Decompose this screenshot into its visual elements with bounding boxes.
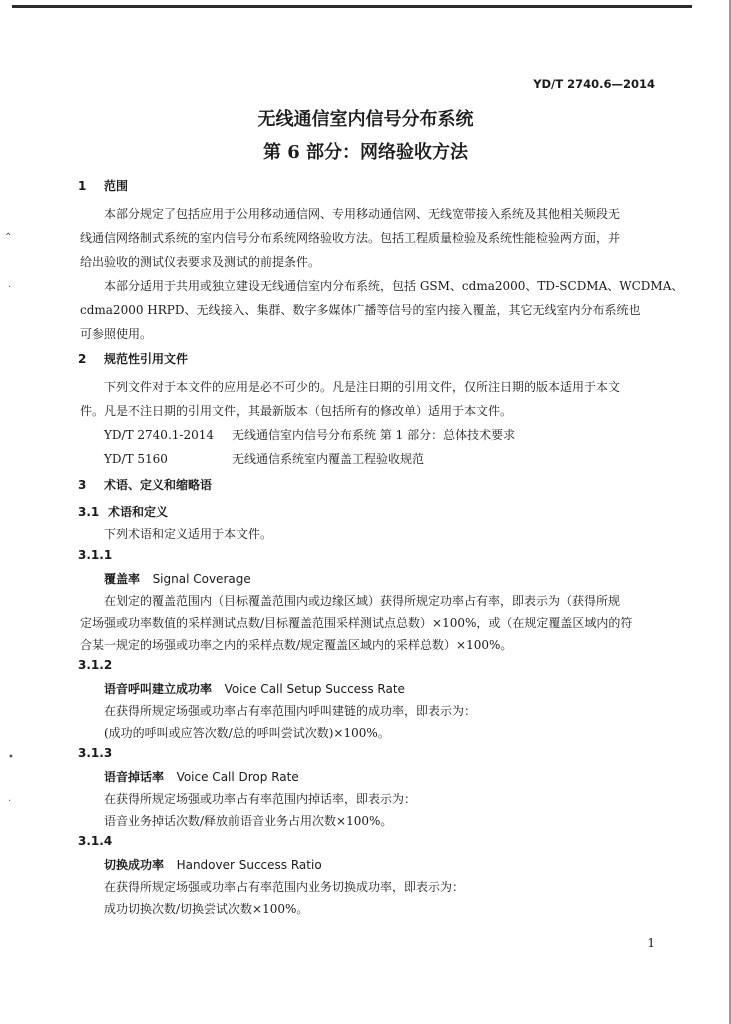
definition-line: 在获得所规定场强或功率占有率范围内掉话率，即表示为： bbox=[104, 792, 417, 806]
paragraph-line: 下列术语和定义适用于本文件。 bbox=[104, 527, 273, 541]
term-heading bbox=[104, 856, 322, 873]
definition-line: 在划定的覆盖范围内（目标覆盖范围内或边缘区域）获得所规定功率占有率，即表示为（获得所规 bbox=[104, 594, 621, 608]
standard-code: YD/T 2740.6—2014 bbox=[533, 77, 655, 91]
term-en: Signal Coverage bbox=[152, 572, 251, 586]
section-number: 3 bbox=[78, 478, 87, 492]
term-number: 3.1.2 bbox=[78, 658, 113, 672]
paragraph-line: 下列文件对于本文件的应用是必不可少的。凡是注日期的引用文件，仅所注日期的版本适用于本文 bbox=[104, 380, 621, 394]
subsection-title: 术语和定义 bbox=[108, 505, 169, 519]
section-title: 术语、定义和缩略语 bbox=[104, 478, 213, 492]
term-heading bbox=[104, 768, 299, 785]
reference-title: 无线通信系统室内覆盖工程验收规范 bbox=[232, 452, 425, 466]
page-number: 1 bbox=[647, 936, 655, 950]
paragraph-line: 件。凡是不注日期的引用文件，其最新版本（包括所有的修改单）适用于本文件。 bbox=[80, 404, 513, 418]
scan-speck-mark: · bbox=[8, 796, 12, 807]
definition-line: 成功切换次数/切换尝试次数×100%。 bbox=[104, 902, 309, 916]
term-en: Voice Call Setup Success Rate bbox=[224, 682, 405, 696]
subsection-3-1-heading bbox=[78, 503, 168, 520]
definition-line: (成功的呼叫或应答次数/总的呼叫尝试次数)×100%。 bbox=[104, 726, 390, 740]
definition-line: 在获得所规定场强或功率占有率范围内呼叫建链的成功率，即表示为： bbox=[104, 704, 477, 718]
section-2-heading bbox=[78, 350, 188, 367]
paragraph-line: 给出验收的测试仪表要求及测试的前提条件。 bbox=[80, 255, 321, 269]
paragraph-line: 本部分适用于共用或独立建设无线通信室内分布系统，包括 GSM、cdma2000、TD-SCDMA、WCDMA、 bbox=[104, 279, 684, 293]
section-1-heading bbox=[78, 177, 128, 194]
term-cn: 切换成功率 bbox=[104, 858, 165, 872]
term-cn: 语音呼叫建立成功率 bbox=[104, 682, 213, 696]
section-title: 范围 bbox=[104, 179, 129, 193]
scan-top-rule bbox=[12, 5, 692, 8]
term-en: Voice Call Drop Rate bbox=[176, 770, 299, 784]
definition-line: 定场强或功率数值的采样测试点数/目标覆盖范围采样测试点总数）×100%，或（在规定覆盖区域内的符 bbox=[80, 616, 633, 630]
section-title: 规范性引用文件 bbox=[104, 352, 189, 366]
scan-speck-mark: ⌃ bbox=[4, 232, 13, 243]
term-number: 3.1.3 bbox=[78, 746, 113, 760]
term-en: Handover Success Ratio bbox=[176, 858, 322, 872]
paragraph-line: 线通信网络制式系统的室内信号分布系统网络验收方法。包括工程质量检验及系统性能检验两方面，并 bbox=[80, 231, 621, 245]
document-title-line-1: 无线通信室内信号分布系统 bbox=[257, 109, 474, 130]
term-number: 3.1.4 bbox=[78, 834, 113, 848]
section-number: 1 bbox=[78, 179, 87, 193]
paragraph-line: cdma2000 HRPD、无线接入、集群、数字多媒体广播等信号的室内接入覆盖，其它无线室内分布系统也 bbox=[80, 303, 641, 317]
section-3-heading bbox=[78, 476, 212, 493]
term-heading bbox=[104, 570, 251, 587]
term-heading bbox=[104, 680, 405, 697]
scan-speck-mark: · bbox=[8, 282, 12, 293]
subsection-number: 3.1 bbox=[78, 505, 100, 519]
reference-code: YD/T 2740.1-2014 bbox=[104, 428, 214, 442]
definition-line: 合某一规定的场强或功率之内的采样点数/规定覆盖区域内的采样总数）×100%。 bbox=[80, 638, 513, 652]
scan-speck-mark: • bbox=[8, 752, 14, 763]
term-cn: 语音掉话率 bbox=[104, 770, 165, 784]
reference-title: 无线通信室内信号分布系统 第 1 部分：总体技术要求 bbox=[232, 428, 516, 442]
reference-entry bbox=[104, 426, 515, 443]
definition-line: 语音业务掉话次数/释放前语音业务占用次数×100%。 bbox=[104, 814, 393, 828]
definition-line: 在获得所规定场强或功率占有率范围内业务切换成功率，即表示为： bbox=[104, 880, 465, 894]
term-number: 3.1.1 bbox=[78, 548, 113, 562]
document-title-line-2: 第 6 部分：网络验收方法 bbox=[262, 142, 469, 163]
reference-code: YD/T 5160 bbox=[104, 452, 168, 466]
paragraph-line: 可参照使用。 bbox=[80, 327, 153, 341]
paragraph-line: 本部分规定了包括应用于公用移动通信网、专用移动通信网、无线宽带接入系统及其他相关频段无 bbox=[104, 207, 621, 221]
section-number: 2 bbox=[78, 352, 87, 366]
term-cn: 覆盖率 bbox=[104, 572, 141, 586]
reference-entry bbox=[104, 450, 424, 467]
